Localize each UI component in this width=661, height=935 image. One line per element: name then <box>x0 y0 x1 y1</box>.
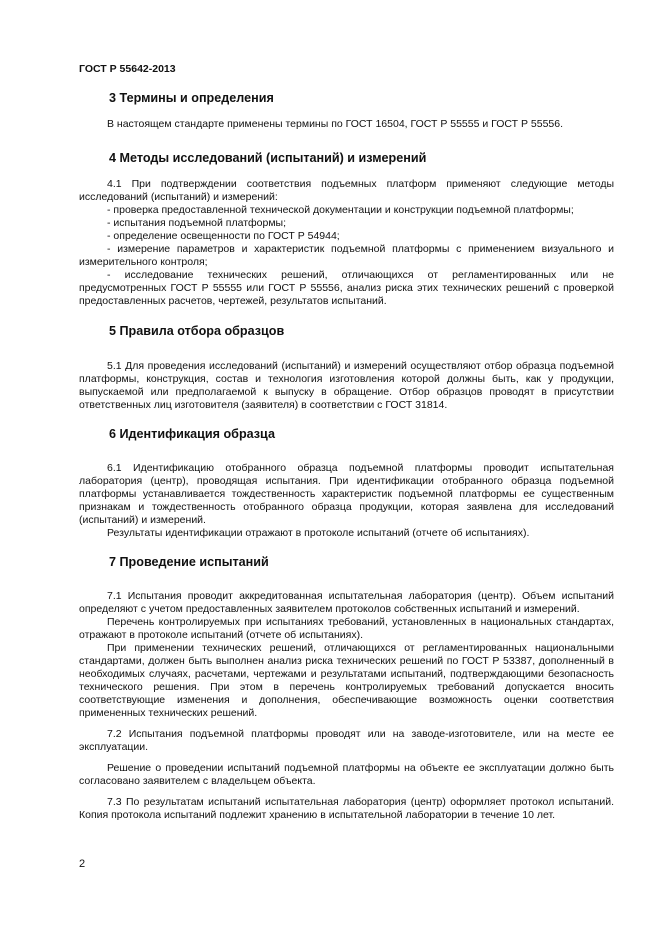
page-number: 2 <box>79 858 86 870</box>
section-4-list-item: - исследование технических решений, отличающихся от регламентированных или не предусмотренных ГОСТ Р 55555 или ГОСТ Р 55556, анализ риска этих технических решений с проверкой предоставленных расчетов, чертежей, результатов испытаний. <box>79 269 614 307</box>
section-4-list-item: - проверка предоставленной технической документации и конструкции подъемной платформы; <box>107 204 574 216</box>
section-7-title: 7 Проведение испытаний <box>109 555 269 569</box>
section-7-paragraph: Перечень контролируемых при испытаниях требований, установленных в национальных стандартах, отражают в протоколе испытаний (отчете об испытаниях). <box>79 616 614 641</box>
section-4-list-item: - определение освещенности по ГОСТ Р 54944; <box>107 230 340 242</box>
section-6-title: 6 Идентификация образца <box>109 427 275 441</box>
section-3-paragraph: В настоящем стандарте применены термины по ГОСТ 16504, ГОСТ Р 55555 и ГОСТ Р 55556. <box>107 118 564 130</box>
section-7-paragraph: При применении технических решений, отличающихся от регламентированных национальными стандартами, должен быть выполнен анализ риска технических решений по ГОСТ Р 53387, дополненный в необходимых случаях, расчетами, чертежами и результатами испытаний, подтверждающими безопасность технического решения. При этом в перечень контролируемых требований допускается вносить соответствующие изменения и дополнения, обеспечивающие возможность оценки соответствия примененных технических решений. <box>79 642 614 719</box>
section-4-list-item: - испытания подъемной платформы; <box>107 217 287 229</box>
section-4-list-item: - измерение параметров и характеристик подъемной платформы с применением визуального и измерительного контроля; <box>79 243 614 268</box>
section-5-paragraph: 5.1 Для проведения исследований (испытаний) и измерений осуществляют отбор образца подъемной платформы, конструкция, состав и технология изготовления которой должны быть, как у продукции, выпускаемой или предполагаемой к выпуску в обращение. Отбор образцов проводят в присутствии ответственных лиц изготовителя (заявителя) в соответствии с ГОСТ 31814. <box>79 360 614 411</box>
section-4-paragraph: 4.1 При подтверждении соответствия подъемных платформ применяют следующие методы исследований (испытаний) и измерений: <box>79 178 614 203</box>
section-7-paragraph: 7.2 Испытания подъемной платформы проводят или на заводе-изготовителе, или на месте ее эксплуатации. <box>79 728 614 753</box>
section-7-paragraph: 7.1 Испытания проводит аккредитованная испытательная лаборатория (центр). Объем испытаний определяют с учетом предоставленных заявителем протоколов собственных испытаний и измерений. <box>79 590 614 615</box>
section-6-paragraph: 6.1 Идентификацию отобранного образца подъемной платформы проводит испытательная лаборатория (центр), проводящая испытания. При идентификации отобранного образца подъемной платформы устанавливается тождественность характеристик подъемной платформы ее существенным признакам и тождественность отобранного образца продукции, которая заявлена для исследований (испытаний) и измерений. <box>79 462 614 526</box>
section-4-title: 4 Методы исследований (испытаний) и измерений <box>109 151 427 165</box>
section-6-paragraph: Результаты идентификации отражают в протоколе испытаний (отчете об испытаниях). <box>107 527 530 539</box>
document-id: ГОСТ Р 55642-2013 <box>79 63 176 75</box>
section-3-title: 3 Термины и определения <box>109 91 274 105</box>
section-7-paragraph: Решение о проведении испытаний подъемной платформы на объекте ее эксплуатации должно быть согласовано заявителем с владельцем объекта. <box>79 762 614 787</box>
section-5-title: 5 Правила отбора образцов <box>109 324 285 338</box>
section-7-paragraph: 7.3 По результатам испытаний испытательная лаборатория (центр) оформляет протокол испытаний. Копия протокола испытаний подлежит хранению в испытательной лаборатории в течение 10 лет. <box>79 796 614 821</box>
